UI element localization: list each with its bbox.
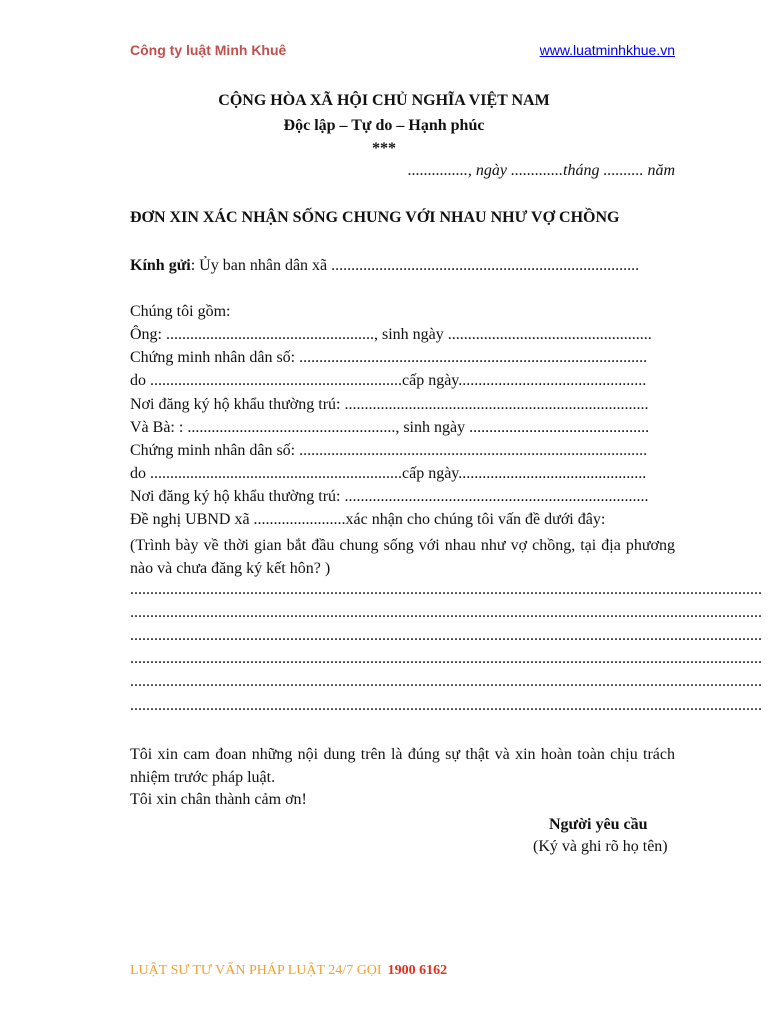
website-link[interactable]: www.luatminhkhue.vn [539,42,675,58]
blank-line: .............................................................................................................................................................. [130,627,762,644]
recipient-label: Kính gửi [130,257,191,274]
blank-line: .............................................................................................................................................................. [130,581,762,598]
commitment-text: Tôi xin cam đoan những nội dung trên là đúng sự thật và xin hoàn toàn chịu trách nhiệm trước pháp luật. [130,746,675,786]
national-motto: Độc lập – Tự do – Hạnh phúc [283,117,485,134]
signature-note: (Ký và ghi rõ họ tên) [533,838,668,855]
recipient-text: : Ủy ban nhân dân xã ............................................................................. [190,257,640,274]
footer-text: LUẬT SƯ TƯ VẤN PHÁP LUẬT 24/7 GỌI [130,963,382,978]
blank-line: .............................................................................................................................................................. [130,604,762,621]
separator-stars: *** [372,140,396,157]
footer-phone[interactable]: 1900 6162 [387,963,448,978]
date-line: ..............., ngày .............tháng .......... năm [407,162,675,179]
form-title: ĐƠN XIN XÁC NHẬN SỐNG CHUNG VỚI NHAU NHƯ VỢ CHỒNG [130,209,620,226]
blank-line: .............................................................................................................................................................. [130,697,762,714]
field-line: Chứng minh nhân dân số: ....................................................................................... [130,349,648,366]
blank-line: .............................................................................................................................................................. [130,673,762,690]
recipient-line [130,257,639,275]
thanks-text: Tôi xin chân thành cảm ơn! [130,791,307,808]
field-line: Ông: ...................................................., sinh ngày ................................................... [130,326,652,343]
signer-role: Người yêu cầu [549,816,648,833]
company-name: Công ty luật Minh Khuê [130,42,287,58]
field-line: Nơi đăng ký hộ khẩu thường trú: ............................................................................ [130,396,649,413]
field-line: Và Bà: : ...................................................., sinh ngày ............................................. [130,419,650,436]
instruction-text: (Trình bày về thời gian bắt đầu chung sống với nhau như vợ chồng, tại địa phương nào và chưa đăng ký kết hôn? ) [130,537,675,577]
field-line: do ...............................................................cấp ngày............................................... [130,465,647,482]
field-line: Chứng minh nhân dân số: ....................................................................................... [130,442,648,459]
field-line: Nơi đăng ký hộ khẩu thường trú: ............................................................................ [130,488,649,505]
blank-line: .............................................................................................................................................................. [130,650,762,667]
field-line: do ...............................................................cấp ngày............................................... [130,372,647,389]
footer-hotline [130,963,447,979]
intro-line: Chúng tôi gồm: [130,303,231,320]
field-line: Đề nghị UBND xã .......................xác nhận cho chúng tôi vấn đề dưới đây: [130,511,606,528]
national-title: CỘNG HÒA XÃ HỘI CHỦ NGHĨA VIỆT NAM [218,92,550,109]
